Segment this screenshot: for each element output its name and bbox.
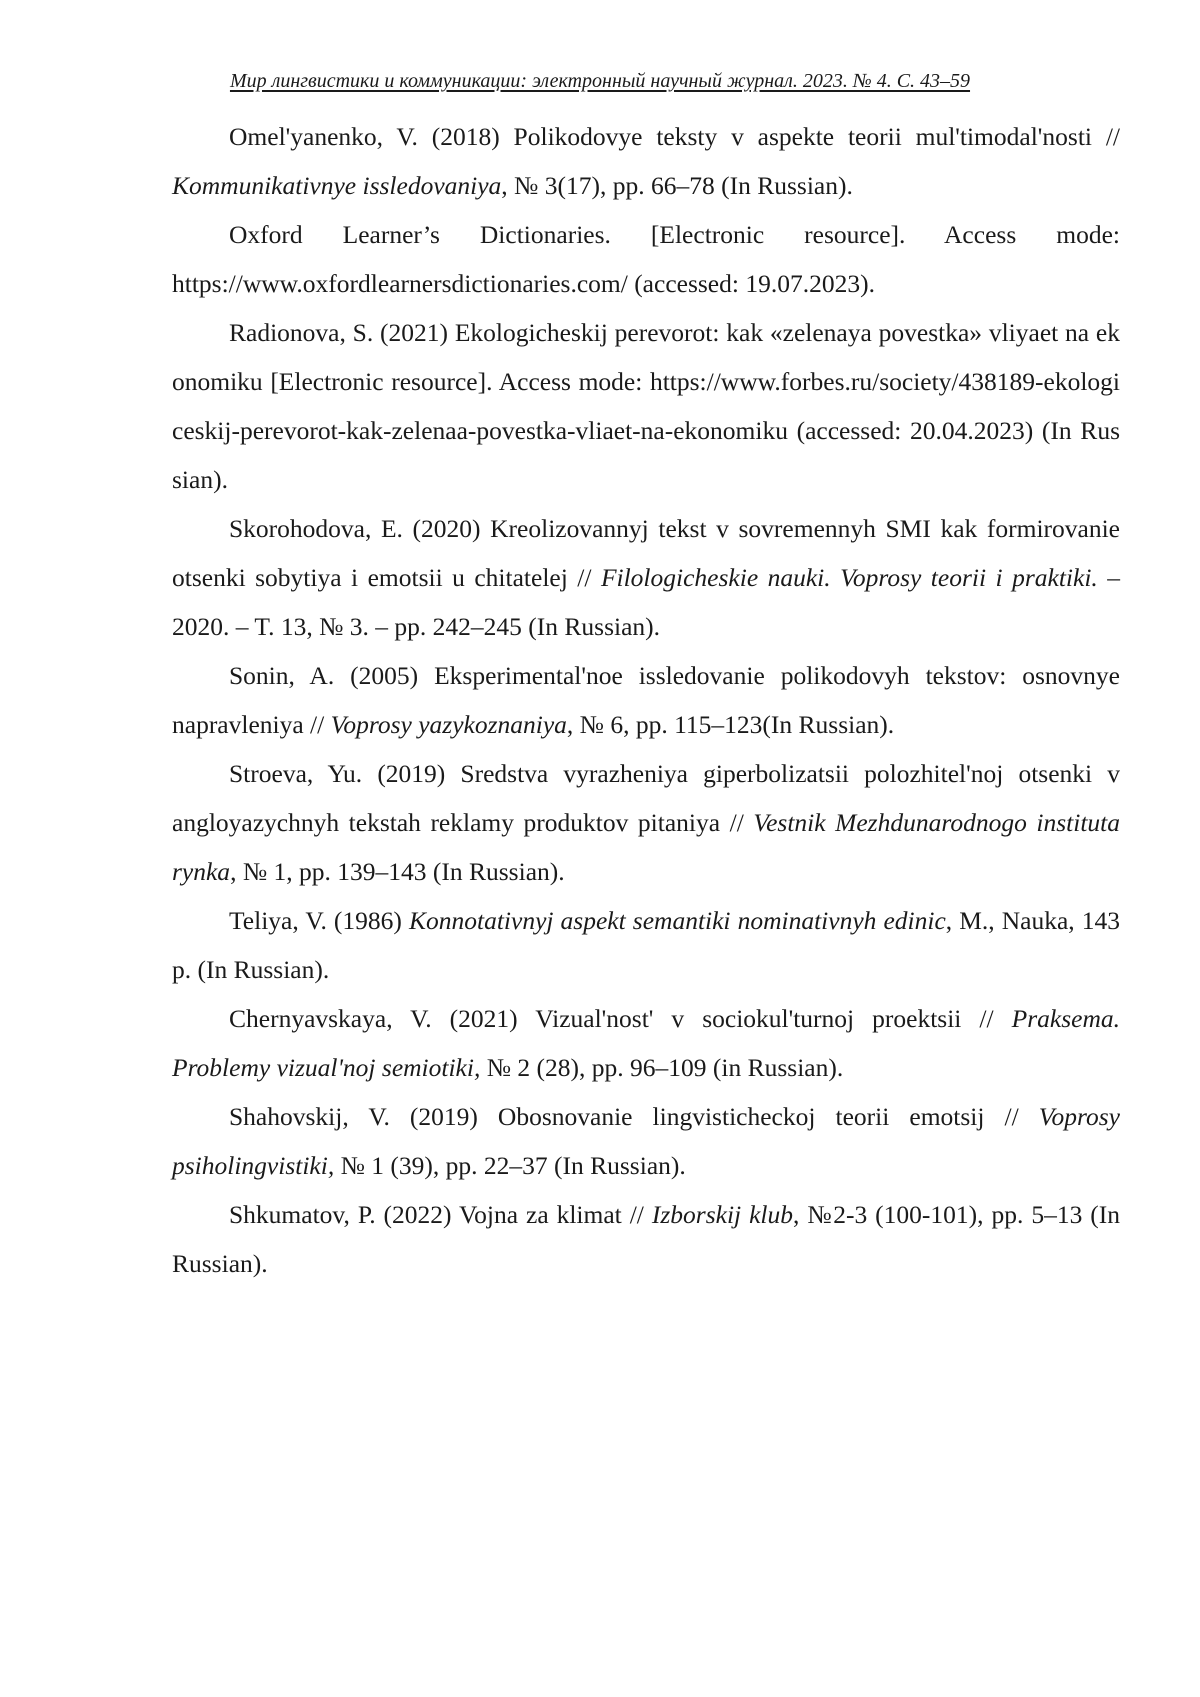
reference-source-title: Izborskij klub: [651, 1200, 793, 1229]
reference-entry: [172, 651, 1120, 749]
reference-text: Sonin, A. (2005) Eksperimental'noe issledovanie polikodovyh tekstov: osnovnye napravleniya //: [172, 661, 1120, 739]
reference-source-title: Vestnik Mezhdunarodnogo instituta rynka: [172, 808, 1120, 886]
reference-text: Shahovskij, V. (2019) Obosnovanie lingvisticheckoj teorii emotsij //: [229, 1102, 1039, 1131]
reference-entry: [172, 210, 1120, 308]
reference-entry: [172, 112, 1120, 210]
reference-entry: [172, 308, 1120, 504]
reference-text: Radionova, S. (2021) Ekologicheskij perevorot: kak «zelenaya povestka» vliyaet na ekonomiku [Electronic resource]. Access mode: https://www.forbes.ru/society/438189-ekologiceskij-perevorot-kak-zelenaa-povestka-vliaet-na-ekonomiku (accessed: 20.04.2023) (In Russian).: [172, 318, 1120, 494]
reference-source-title: Kommunikativnye issledovaniya: [172, 171, 502, 200]
reference-entry: [172, 896, 1120, 994]
reference-source-title: Filologicheskie nauki. Voprosy teorii i praktiki.: [600, 563, 1098, 592]
reference-text: Omel'yanenko, V. (2018) Polikodovye teksty v aspekte teorii mul'timodal'nosti //: [229, 122, 1120, 151]
reference-source-title: Praksema. Problemy vizual'noj semiotiki,: [172, 1004, 1120, 1082]
reference-source-title: Voprosy psiholingvistiki,: [172, 1102, 1120, 1180]
reference-details: – 2020. – T. 13, № 3. – pp. 242–245 (In Russian).: [172, 563, 1121, 641]
reference-details: № 1 (39), pp. 22–37 (In Russian).: [334, 1151, 686, 1180]
reference-details: , № 3(17), pp. 66–78 (In Russian).: [501, 171, 853, 200]
reference-text: Shkumatov, P. (2022) Vojna za klimat //: [229, 1200, 652, 1229]
reference-source-title: Konnotativnyj aspekt semantiki nominativnyh edinic: [409, 906, 946, 935]
reference-text: Skorohodova, E. (2020) Kreolizovannyj tekst v sovremennyh SMI kak formirovanie otsenki sobytiya i emotsii u chitatelej //: [172, 514, 1120, 592]
running-header: Мир лингвистики и коммуникации: электронный научный журнал. 2023. № 4. С. 43–59: [229, 70, 971, 92]
reference-entry: [172, 504, 1120, 651]
reference-details: , M., Nauka, 143 p. (In Russian).: [172, 906, 1120, 984]
reference-details: , № 6, pp. 115–123(In Russian).: [566, 710, 895, 739]
reference-entry: [172, 749, 1120, 896]
reference-details: № 2 (28), pp. 96–109 (in Russian).: [480, 1053, 844, 1082]
reference-text: Oxford Learner’s Dictionaries. [Electronic resource]. Access mode: https://www.oxfordlearnersdictionaries.com/ (accessed: 19.07.2023).: [172, 220, 1120, 298]
reference-text: Chernyavskaya, V. (2021) Vizual'nost' v sociokul'turnoj proektsii //: [229, 1004, 1012, 1033]
reference-list: [172, 112, 1120, 1288]
reference-entry: [172, 1092, 1120, 1190]
reference-text: Teliya, V. (1986): [229, 906, 409, 935]
reference-details: , №2-3 (100-101), pp. 5–13 (In Russian).: [172, 1200, 1121, 1278]
reference-entry: [172, 994, 1120, 1092]
reference-entry: [172, 1190, 1120, 1288]
reference-details: , № 1, pp. 139–143 (In Russian).: [230, 857, 565, 886]
reference-source-title: Voprosy yazykoznaniya: [330, 710, 567, 739]
reference-text: Stroeva, Yu. (2019) Sredstva vyrazheniya giperbolizatsii polozhitel'noj otsenki v angloyazychnyh tekstah reklamy produktov pitaniya //: [172, 759, 1120, 837]
